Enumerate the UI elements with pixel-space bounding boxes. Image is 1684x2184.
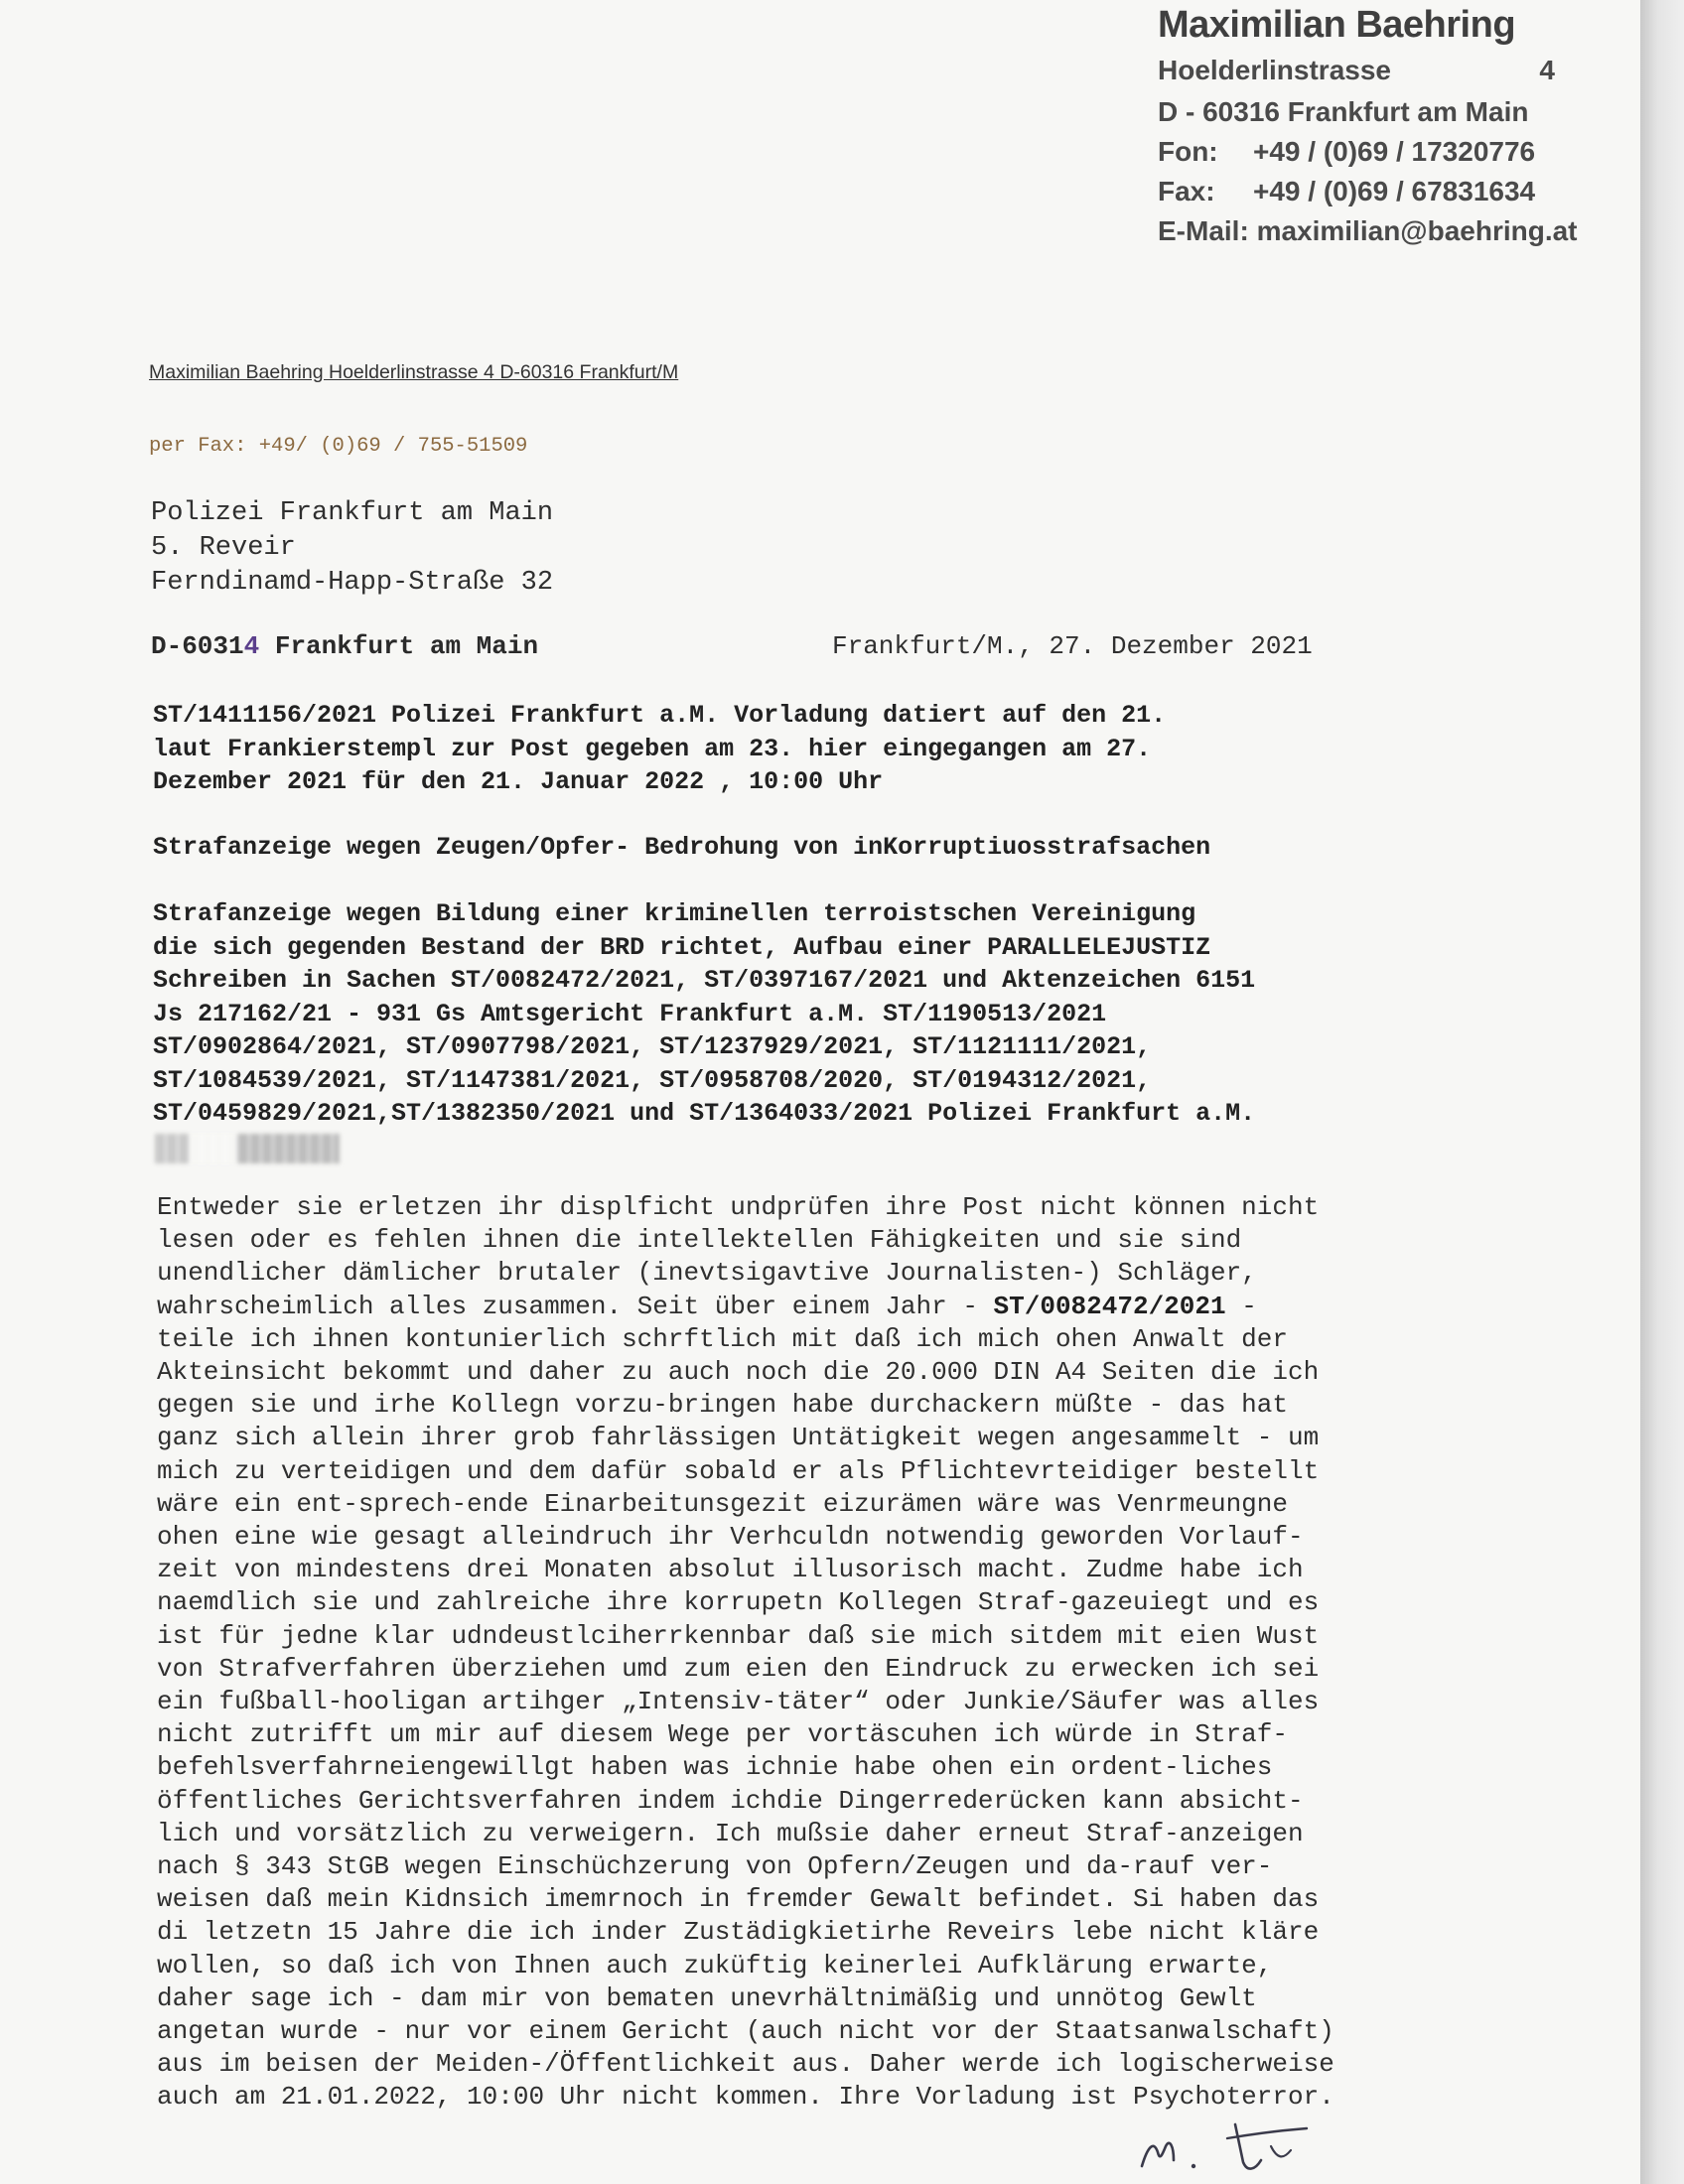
body-text-run: - bbox=[1225, 1291, 1257, 1321]
body-line: Akteinsicht bekommt und daher zu auch noch die 20.000 DIN A4 Seiten die ich bbox=[157, 1357, 1320, 1388]
reference-block bbox=[153, 699, 1166, 799]
body-line: zeit von mindestens drei Monaten absolut illusorisch macht. Zudme habe ich bbox=[157, 1555, 1304, 1585]
sender-name: Maximilian Baehring bbox=[1158, 4, 1516, 46]
sender-street-row bbox=[1158, 55, 1555, 86]
handwritten-signature bbox=[1132, 2116, 1410, 2180]
sender-street: Hoelderlinstrasse bbox=[1158, 55, 1391, 85]
body-line: daher sage ich - dam mir von bematen unevrhältnimäßig und unnötog Gewlt bbox=[157, 1982, 1257, 2013]
body-line: angetan wurde - nur vor einem Gericht (auch nicht vor der Staatsanwalschaft) bbox=[157, 2016, 1334, 2047]
subject-line: die sich gegenden Bestand der BRD richtet, Aufbau einer PARALLELEJUSTIZ bbox=[153, 932, 1211, 962]
email-address: maximilian@baehring.at bbox=[1256, 215, 1578, 246]
subject-line-1: Strafanzeige wegen Zeugen/Opfer- Bedrohung von inKorruptiuosstrafsachen bbox=[153, 833, 1211, 862]
body-line: naemdlich sie und zahlreiche ihre korrupetn Kollegen Straf-gazeuiegt und es bbox=[157, 1587, 1320, 1618]
subject-line: Strafanzeige wegen Bildung einer kriminellen terroistschen Vereinigung bbox=[153, 899, 1196, 928]
body-line: von Strafverfahren überziehen umd zum eien den Eindruck zu erwecken ich sei bbox=[157, 1653, 1320, 1684]
sender-house-number: 4 bbox=[1539, 55, 1555, 85]
letterhead bbox=[1158, 4, 1578, 247]
reference-line: ST/1411156/2021 Polizei Frankfurt a.M. Vorladung datiert auf den 21. bbox=[153, 701, 1167, 730]
body-line: weisen daß mein Kidnsich imemrnoch in fremder Gewalt befindet. Si haben das bbox=[157, 1884, 1320, 1915]
reference-line: Dezember 2021 für den 21. Januar 2022 , 10:00 Uhr bbox=[153, 767, 884, 796]
sender-phone-row bbox=[1158, 136, 1555, 168]
body-line: ein fußball-hooligan artihger „Intensiv-täter“ oder Junkie/Säufer was alles bbox=[157, 1687, 1320, 1717]
recipient-city bbox=[151, 631, 538, 661]
recipient-line: Polizei Frankfurt am Main bbox=[151, 498, 554, 528]
sender-fax-row bbox=[1158, 176, 1555, 207]
sender-email-row bbox=[1158, 215, 1578, 247]
body-line: mich zu verteidigen und dem dafür sobald er als Pflichtevrteidiger bestellt bbox=[157, 1455, 1320, 1486]
recipient-line: 5. Reveir bbox=[151, 533, 296, 563]
subject-line: Js 217162/21 - 931 Gs Amtsgericht Frankfurt a.M. ST/1190513/2021 bbox=[153, 999, 1107, 1028]
fax-label: Fax: bbox=[1158, 176, 1215, 206]
letter-body bbox=[157, 1191, 1334, 2115]
body-line: nicht zutrifft um mir auf diesem Wege per vortäscuhen ich würde in Straf- bbox=[157, 1719, 1288, 1750]
body-line: öffentliches Gerichtsverfahren indem ichdie Dingerrederücken kann absicht- bbox=[157, 1785, 1304, 1816]
fax-transmission-line: per Fax: +49/ (0)69 / 755-51509 bbox=[149, 435, 528, 458]
body-line: gegen sie und irhe Kollegn vorzu-bringen habe durchackern müßte - das hat bbox=[157, 1390, 1288, 1421]
handwritten-correction: 4 bbox=[243, 631, 260, 661]
redacted-text bbox=[155, 1134, 340, 1163]
body-line: teile ich ihnen kontunierlich schrftlich mit daß ich mich ohen Anwalt der bbox=[157, 1323, 1288, 1354]
subject-block-2 bbox=[153, 897, 1255, 1131]
body-line: nach § 343 StGB wegen Einschüchzerung von Opfern/Zeugen und da-rauf ver- bbox=[157, 1851, 1273, 1882]
reference-line: laut Frankierstempl zur Post gegeben am 23. hier eingegangen am 27. bbox=[153, 734, 1152, 763]
subject-line: ST/1084539/2021, ST/1147381/2021, ST/0958708/2020, ST/0194312/2021, bbox=[153, 1065, 1152, 1095]
case-reference: ST/0082472/2021 bbox=[993, 1291, 1226, 1321]
body-line: ohen eine wie gesagt alleindruch ihr Verhculdn notwendig geworden Vorlauf- bbox=[157, 1522, 1304, 1553]
body-line: lesen oder es fehlen ihnen die intellektellen Fähigkeiten und sie sind bbox=[157, 1225, 1242, 1256]
body-line: lich und vorsätzlich zu verweigern. Ich mußsie daher erneut Straf-anzeigen bbox=[157, 1818, 1304, 1848]
return-address: Maximilian Baehring Hoelderlinstrasse 4 D-60316 Frankfurt/M bbox=[149, 361, 679, 383]
body-line: befehlsverfahrneiengewillgt haben was ichnie habe ohen ein ordent-liches bbox=[157, 1752, 1273, 1783]
body-line: Entweder sie erletzen ihr displficht undprüfen ihre Post nicht können nicht bbox=[157, 1192, 1320, 1222]
phone-number: +49 / (0)69 / 17320776 bbox=[1253, 136, 1536, 167]
body-line: wäre ein ent-sprech-ende Einarbeitunsgezit eizurämen wäre was Venrmeungne bbox=[157, 1488, 1288, 1519]
body-line: auch am 21.01.2022, 10:00 Uhr nicht kommen. Ihre Vorladung ist Psychoterror. bbox=[157, 2082, 1334, 2113]
phone-label: Fon: bbox=[1158, 136, 1218, 167]
subject-line: Schreiben in Sachen ST/0082472/2021, ST/0397167/2021 und Aktenzeichen 6151 bbox=[153, 966, 1256, 995]
email-label: E-Mail: bbox=[1158, 215, 1249, 246]
postal-code-prefix: D-6031 bbox=[151, 631, 244, 661]
page-edge-shadow bbox=[1640, 0, 1684, 2184]
recipient-city-name: Frankfurt am Main bbox=[259, 631, 539, 661]
body-line: di letzetn 15 Jahre die ich inder Zustädigkietirhe Reveirs lebe nicht kläre bbox=[157, 1917, 1320, 1948]
body-line: ganz sich allein ihrer grob fahrlässigen Untätigkeit wegen angesammelt - um bbox=[157, 1423, 1320, 1453]
body-text-run: wahrscheimlich alles zusammen. Seit über einem Jahr - bbox=[157, 1291, 994, 1321]
recipient-line: Ferndinamd-Happ-Straße 32 bbox=[151, 568, 554, 598]
sender-city: D - 60316 Frankfurt am Main bbox=[1158, 96, 1529, 127]
subject-line: ST/0902864/2021, ST/0907798/2021, ST/1237929/2021, ST/1121111/2021, bbox=[153, 1032, 1152, 1061]
body-line: aus im beisen der Meiden-/Öffentlichkeit aus. Daher werde ich logischerweise bbox=[157, 2049, 1334, 2080]
body-line bbox=[157, 1291, 1334, 1323]
letter-date: Frankfurt/M., 27. Dezember 2021 bbox=[832, 631, 1313, 661]
body-line: unendlicher dämlicher brutaler (inevtsigavtive Journalisten-) Schläger, bbox=[157, 1258, 1257, 1289]
subject-line: ST/0459829/2021,ST/1382350/2021 und ST/1364033/2021 Polizei Frankfurt a.M. bbox=[153, 1099, 1256, 1128]
body-line: wollen, so daß ich von Ihnen auch zuküftig keinerlei Aufklärung erwarte, bbox=[157, 1950, 1273, 1980]
body-line: ist für jedne klar udndeustlciherrkennbar daß sie mich sitdem mit eien Wust bbox=[157, 1620, 1320, 1651]
recipient-address bbox=[151, 496, 553, 601]
fax-number: +49 / (0)69 / 67831634 bbox=[1253, 176, 1536, 206]
